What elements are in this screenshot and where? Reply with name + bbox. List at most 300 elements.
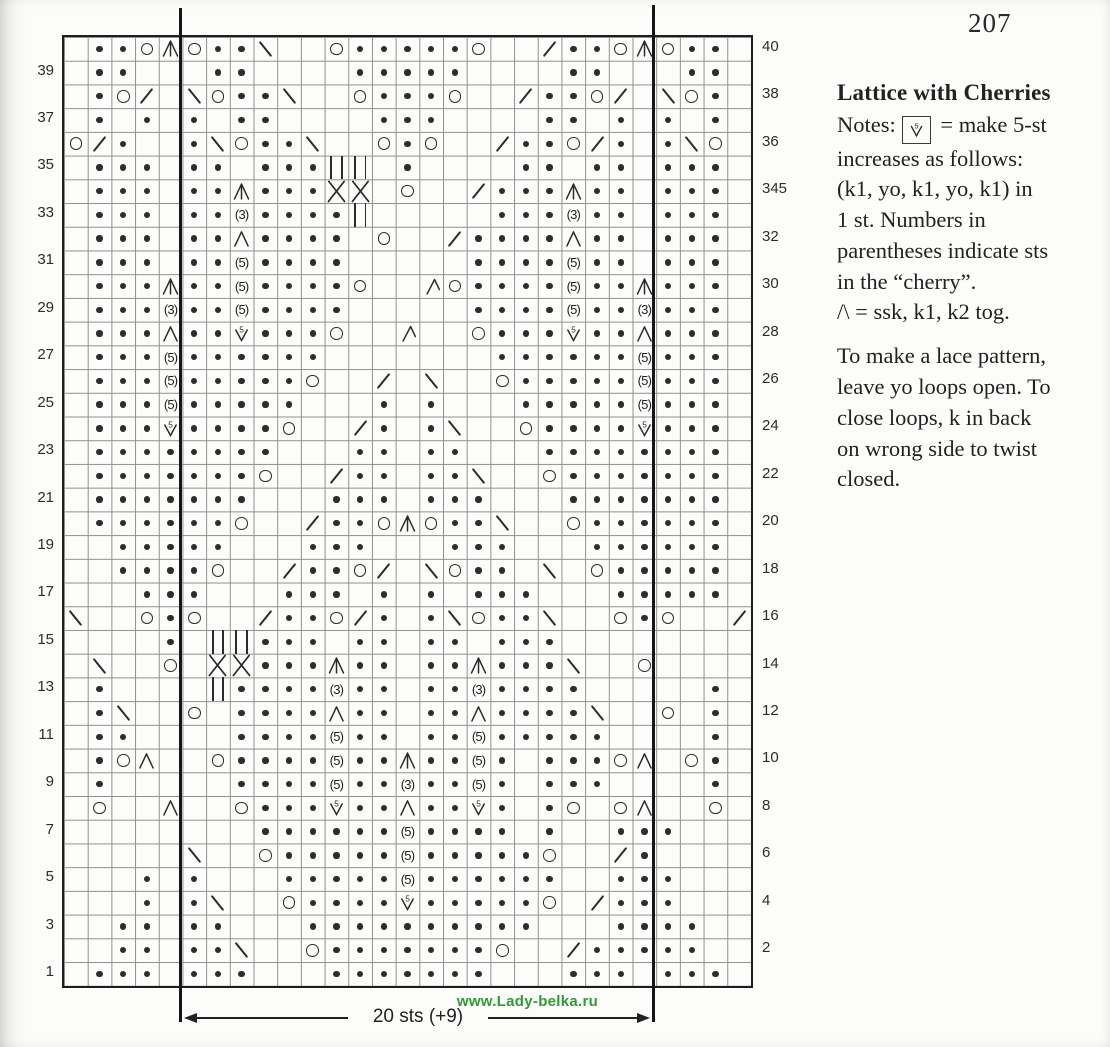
cell-purl-dot <box>348 701 372 725</box>
cell-purl-dot <box>704 583 728 607</box>
cell-make-5-st-increase <box>230 322 254 346</box>
cell-purl-dot <box>704 511 728 535</box>
cell-yarn-over <box>206 559 230 583</box>
cell-purl-dot <box>230 440 254 464</box>
cell-purl-dot <box>490 630 514 654</box>
cell-5-sts-in-cherry: (5) <box>566 254 581 270</box>
cell-purl-dot <box>680 250 704 274</box>
notes-lines <box>837 144 1099 329</box>
cell-purl-dot <box>680 464 704 488</box>
cell-ssk <box>443 606 467 630</box>
notes-text-line: To make a lace pattern, <box>837 343 1046 369</box>
cell-purl-dot <box>135 535 159 559</box>
cell-purl-dot <box>538 345 562 369</box>
notes-text-line: leave yo loops open. To <box>837 374 1051 400</box>
cell-purl-dot <box>301 583 325 607</box>
row-number: 10 <box>762 749 779 767</box>
cell-purl-dot <box>111 915 135 939</box>
cell-purl-dot <box>609 938 633 962</box>
row-number: 345 <box>762 180 788 198</box>
cell-purl-dot <box>680 915 704 939</box>
cell-k2tog <box>585 891 609 915</box>
cell-purl-dot <box>230 84 254 108</box>
cell-purl-dot <box>325 820 349 844</box>
cell-purl-dot <box>230 108 254 132</box>
cell-purl-dot <box>325 274 349 298</box>
cell-purl-dot <box>277 654 301 678</box>
row-number: 35 <box>37 156 54 174</box>
cell-yarn-over <box>111 84 135 108</box>
cell-purl-dot <box>254 84 278 108</box>
row-number: 17 <box>37 583 54 601</box>
cell-yarn-over <box>64 132 88 156</box>
cell-purl-dot <box>680 962 704 986</box>
cell-purl-dot <box>514 606 538 630</box>
cell-purl-dot <box>88 250 112 274</box>
cell-purl-dot <box>182 179 206 203</box>
cell-purl-dot <box>348 464 372 488</box>
cell-purl-dot <box>111 464 135 488</box>
cell-purl-dot <box>301 867 325 891</box>
cell-purl-dot <box>325 843 349 867</box>
cell-purl-dot <box>467 938 491 962</box>
notes-label: Notes: <box>837 112 896 137</box>
cell-purl-dot <box>514 677 538 701</box>
knitting-chart-grid <box>62 35 753 988</box>
cell-purl-dot <box>254 179 278 203</box>
cell-5-sts-in-cherry: (5) <box>329 776 344 792</box>
cell-purl-dot <box>656 535 680 559</box>
cell-purl-dot <box>538 725 562 749</box>
cell-purl-dot <box>254 417 278 441</box>
cell-purl-dot <box>230 677 254 701</box>
cell-purl-dot <box>135 511 159 535</box>
cell-purl-dot <box>182 132 206 156</box>
cell-purl-dot <box>396 84 420 108</box>
cell-purl-dot <box>704 108 728 132</box>
cell-purl-dot <box>704 772 728 796</box>
cell-purl-dot <box>135 962 159 986</box>
cell-purl-dot <box>538 108 562 132</box>
cell-purl-dot <box>680 488 704 512</box>
cell-purl-dot <box>182 915 206 939</box>
cell-ssk <box>443 417 467 441</box>
svg-text:5: 5 <box>642 419 647 430</box>
cell-purl-dot <box>182 559 206 583</box>
right-arrowhead-icon <box>637 1013 650 1023</box>
cell-purl-dot <box>467 488 491 512</box>
cell-purl-dot <box>325 938 349 962</box>
svg-text:5: 5 <box>476 799 481 810</box>
cell-purl-dot <box>230 772 254 796</box>
row-number: 2 <box>762 939 771 957</box>
cell-purl-dot <box>419 464 443 488</box>
cell-purl-dot <box>301 274 325 298</box>
cell-purl-dot <box>443 725 467 749</box>
cell-purl-dot <box>325 511 349 535</box>
cell-purl-dot <box>254 203 278 227</box>
cell-yarn-over <box>182 606 206 630</box>
cell-purl-dot <box>561 464 585 488</box>
row-number: 1 <box>45 962 54 980</box>
cell-purl-dot <box>301 915 325 939</box>
cell-purl-dot <box>680 369 704 393</box>
cell-yarn-over <box>254 843 278 867</box>
cell-purl-dot <box>230 345 254 369</box>
repeat-line-left <box>179 8 182 1022</box>
cell-purl-dot <box>88 61 112 85</box>
cell-purl-dot <box>348 772 372 796</box>
cell-purl-dot <box>490 891 514 915</box>
row-number: 25 <box>37 393 54 411</box>
cell-yarn-over <box>561 796 585 820</box>
row-number: 4 <box>762 891 771 909</box>
svg-text:5: 5 <box>405 893 410 904</box>
cell-yarn-over <box>325 606 349 630</box>
cell-purl-dot <box>538 630 562 654</box>
cell-purl-dot <box>88 749 112 773</box>
cell-purl-dot <box>135 867 159 891</box>
cell-purl-dot <box>111 203 135 227</box>
cell-purl-dot <box>254 393 278 417</box>
cell-sl1-k2tog-psso <box>325 654 349 678</box>
cell-purl-dot <box>372 108 396 132</box>
cell-yarn-over <box>680 84 704 108</box>
cell-purl-dot <box>538 440 562 464</box>
cell-purl-dot <box>680 345 704 369</box>
cell-purl-dot <box>704 749 728 773</box>
cell-purl-dot <box>609 345 633 369</box>
cell-purl-dot <box>585 938 609 962</box>
cell-purl-dot <box>230 393 254 417</box>
cell-purl-dot <box>135 322 159 346</box>
cell-purl-dot <box>585 179 609 203</box>
row-number: 33 <box>37 203 54 221</box>
cell-purl-dot <box>372 820 396 844</box>
cell-purl-dot <box>443 843 467 867</box>
cell-5-sts-in-cherry: (5) <box>329 729 344 745</box>
cell-purl-dot <box>419 772 443 796</box>
cell-purl-dot <box>467 535 491 559</box>
cell-purl-dot <box>182 867 206 891</box>
cell-purl-dot <box>443 464 467 488</box>
cell-purl-dot <box>561 37 585 61</box>
cell-purl-dot <box>206 250 230 274</box>
cell-purl-dot <box>348 820 372 844</box>
cell-5-sts-in-cherry: (5) <box>163 349 178 365</box>
cell-ssk-k1-k2tog <box>561 227 585 251</box>
row-number: 9 <box>45 773 54 791</box>
cell-purl-dot <box>490 820 514 844</box>
cell-purl-dot <box>135 108 159 132</box>
cell-purl-dot <box>348 654 372 678</box>
cell-purl-dot <box>656 417 680 441</box>
cell-purl-dot <box>561 772 585 796</box>
cell-cluster-stem <box>206 630 230 654</box>
cell-purl-dot <box>680 179 704 203</box>
cell-5-sts-in-cherry: (5) <box>329 752 344 768</box>
cell-purl-dot <box>656 132 680 156</box>
cell-purl-dot <box>301 749 325 773</box>
cell-yarn-over <box>135 37 159 61</box>
cell-purl-dot <box>254 298 278 322</box>
cell-purl-dot <box>372 725 396 749</box>
cell-purl-dot <box>254 345 278 369</box>
cell-purl-dot <box>135 298 159 322</box>
cell-purl-dot <box>230 61 254 85</box>
cell-purl-dot <box>348 37 372 61</box>
cell-5-sts-in-cherry: (5) <box>566 302 581 318</box>
cell-purl-dot <box>301 203 325 227</box>
notes-text-line: closed. <box>837 466 901 492</box>
cell-purl-dot <box>277 820 301 844</box>
cell-purl-dot <box>704 701 728 725</box>
cell-purl-dot <box>490 345 514 369</box>
cell-purl-dot <box>206 369 230 393</box>
cell-purl-dot <box>514 654 538 678</box>
cell-purl-dot <box>111 511 135 535</box>
cell-purl-dot <box>206 464 230 488</box>
cell-purl-dot <box>88 962 112 986</box>
cell-purl-dot <box>277 132 301 156</box>
cell-purl-dot <box>254 108 278 132</box>
cell-purl-dot <box>372 84 396 108</box>
cell-purl-dot <box>182 938 206 962</box>
cell-yarn-over <box>538 891 562 915</box>
cell-5-sts-in-cherry: (5) <box>234 254 249 270</box>
svg-text:5: 5 <box>239 324 244 335</box>
cell-purl-dot <box>301 606 325 630</box>
cell-purl-dot <box>609 583 633 607</box>
cell-purl-dot <box>419 820 443 844</box>
cell-purl-dot <box>656 250 680 274</box>
cell-purl-dot <box>561 61 585 85</box>
cell-purl-dot <box>182 250 206 274</box>
cell-purl-dot <box>182 345 206 369</box>
cell-yarn-over <box>206 84 230 108</box>
cell-purl-dot <box>419 84 443 108</box>
cell-yarn-over <box>467 322 491 346</box>
cell-purl-dot <box>372 677 396 701</box>
cell-purl-dot <box>467 867 491 891</box>
row-number: 23 <box>37 441 54 459</box>
cell-purl-dot <box>277 393 301 417</box>
cell-purl-dot <box>182 440 206 464</box>
cell-purl-dot <box>254 156 278 180</box>
cell-purl-dot <box>704 250 728 274</box>
cell-purl-dot <box>348 915 372 939</box>
row-number: 7 <box>45 820 54 838</box>
cell-purl-dot <box>538 322 562 346</box>
cell-k2tog <box>585 132 609 156</box>
cell-purl-dot <box>538 772 562 796</box>
cell-purl-dot <box>443 488 467 512</box>
cell-cluster-stem <box>325 156 349 180</box>
cell-purl-dot <box>88 108 112 132</box>
cell-purl-dot <box>254 132 278 156</box>
cell-ssk-k1-k2tog <box>135 749 159 773</box>
cell-purl-dot <box>348 630 372 654</box>
cell-purl-dot <box>467 843 491 867</box>
cell-purl-dot <box>704 37 728 61</box>
cell-3-sts-in-cherry: (3) <box>329 681 344 697</box>
cell-purl-dot <box>206 37 230 61</box>
cell-purl-dot <box>325 915 349 939</box>
cell-purl-dot <box>656 274 680 298</box>
cell-purl-dot <box>254 772 278 796</box>
cell-purl-dot <box>680 535 704 559</box>
cell-purl-dot <box>277 274 301 298</box>
cell-make-5-st-increase <box>467 796 491 820</box>
cell-purl-dot <box>135 464 159 488</box>
notes-after-symbol: = make 5-st <box>934 112 1047 137</box>
cell-cluster-cross <box>230 654 254 678</box>
watermark: www.Lady-belka.ru <box>456 993 599 1010</box>
cell-purl-dot <box>111 938 135 962</box>
cell-yarn-over <box>467 37 491 61</box>
cell-purl-dot <box>609 417 633 441</box>
cell-purl-dot <box>680 583 704 607</box>
cell-5-sts-in-cherry: (5) <box>400 824 415 840</box>
cell-purl-dot <box>372 630 396 654</box>
cell-purl-dot <box>88 369 112 393</box>
notes-text-line: close loops, k in back <box>837 404 1032 430</box>
cell-purl-dot <box>514 203 538 227</box>
cell-purl-dot <box>609 867 633 891</box>
cell-purl-dot <box>514 132 538 156</box>
cell-yarn-over <box>325 37 349 61</box>
cell-ssk <box>561 654 585 678</box>
cell-purl-dot <box>467 511 491 535</box>
cell-purl-dot <box>135 938 159 962</box>
cell-purl-dot <box>609 179 633 203</box>
cell-purl-dot <box>656 393 680 417</box>
cell-purl-dot <box>561 108 585 132</box>
cell-purl-dot <box>135 559 159 583</box>
cell-purl-dot <box>609 440 633 464</box>
cell-purl-dot <box>538 132 562 156</box>
cell-yarn-over <box>230 511 254 535</box>
cell-purl-dot <box>277 796 301 820</box>
cell-ssk <box>88 654 112 678</box>
cell-purl-dot <box>680 511 704 535</box>
cell-purl-dot <box>277 179 301 203</box>
cell-purl-dot <box>656 156 680 180</box>
cell-k2tog <box>135 84 159 108</box>
cell-purl-dot <box>301 843 325 867</box>
cell-purl-dot <box>372 583 396 607</box>
cell-purl-dot <box>111 535 135 559</box>
cell-purl-dot <box>609 915 633 939</box>
cell-purl-dot <box>561 962 585 986</box>
cell-yarn-over <box>419 132 443 156</box>
cell-purl-dot <box>704 962 728 986</box>
row-number: 30 <box>762 275 779 293</box>
cell-purl-dot <box>704 156 728 180</box>
cell-k2tog <box>348 606 372 630</box>
cell-k2tog <box>609 84 633 108</box>
cell-purl-dot <box>372 843 396 867</box>
repeat-bracket-line-left <box>196 1017 348 1019</box>
cell-purl-dot <box>277 701 301 725</box>
cell-yarn-over <box>372 511 396 535</box>
cell-purl-dot <box>135 488 159 512</box>
notes-text-line: 1 st. Numbers in <box>837 207 986 233</box>
cell-purl-dot <box>419 796 443 820</box>
cell-purl-dot <box>419 393 443 417</box>
cell-purl-dot <box>111 298 135 322</box>
cell-purl-dot <box>419 938 443 962</box>
row-number: 39 <box>37 61 54 79</box>
cell-purl-dot <box>704 345 728 369</box>
cell-purl-dot <box>254 227 278 251</box>
cell-purl-dot <box>443 677 467 701</box>
cell-purl-dot <box>514 583 538 607</box>
cell-purl-dot <box>561 345 585 369</box>
cell-yarn-over <box>514 417 538 441</box>
cell-purl-dot <box>230 37 254 61</box>
cell-purl-dot <box>704 559 728 583</box>
cell-sl1-k2tog-psso <box>561 179 585 203</box>
cell-purl-dot <box>419 843 443 867</box>
cell-purl-dot <box>609 227 633 251</box>
cell-purl-dot <box>372 37 396 61</box>
cell-purl-dot <box>254 369 278 393</box>
cell-purl-dot <box>419 417 443 441</box>
cell-purl-dot <box>206 938 230 962</box>
cell-purl-dot <box>585 369 609 393</box>
cell-purl-dot <box>396 156 420 180</box>
cell-purl-dot <box>585 725 609 749</box>
cell-purl-dot <box>372 606 396 630</box>
cell-purl-dot <box>206 440 230 464</box>
cell-ssk <box>538 559 562 583</box>
cell-slanted-double-decrease <box>396 322 420 346</box>
cell-ssk <box>419 559 443 583</box>
cell-purl-dot <box>111 488 135 512</box>
cell-purl-dot <box>325 559 349 583</box>
cell-purl-dot <box>490 606 514 630</box>
cell-purl-dot <box>443 867 467 891</box>
cell-purl-dot <box>538 820 562 844</box>
cell-3-sts-in-cherry: (3) <box>163 302 178 318</box>
cell-purl-dot <box>301 535 325 559</box>
pattern-title: Lattice with Cherries <box>837 80 1051 105</box>
cell-purl-dot <box>467 962 491 986</box>
cell-purl-dot <box>372 61 396 85</box>
cell-ssk <box>64 606 88 630</box>
cell-purl-dot <box>609 156 633 180</box>
cell-purl-dot <box>277 725 301 749</box>
cell-5-sts-in-cherry: (5) <box>471 776 486 792</box>
cell-purl-dot <box>301 725 325 749</box>
cell-purl-dot <box>230 464 254 488</box>
cell-purl-dot <box>419 867 443 891</box>
cell-purl-dot <box>443 772 467 796</box>
cell-purl-dot <box>561 417 585 441</box>
cell-purl-dot <box>419 654 443 678</box>
cell-purl-dot <box>514 630 538 654</box>
pattern-notes-block <box>837 80 1099 495</box>
cell-purl-dot <box>585 227 609 251</box>
cell-purl-dot <box>135 156 159 180</box>
cell-purl-dot <box>230 701 254 725</box>
cell-purl-dot <box>490 843 514 867</box>
cell-purl-dot <box>443 37 467 61</box>
cell-purl-dot <box>111 322 135 346</box>
cell-yarn-over <box>680 749 704 773</box>
cell-purl-dot <box>680 559 704 583</box>
